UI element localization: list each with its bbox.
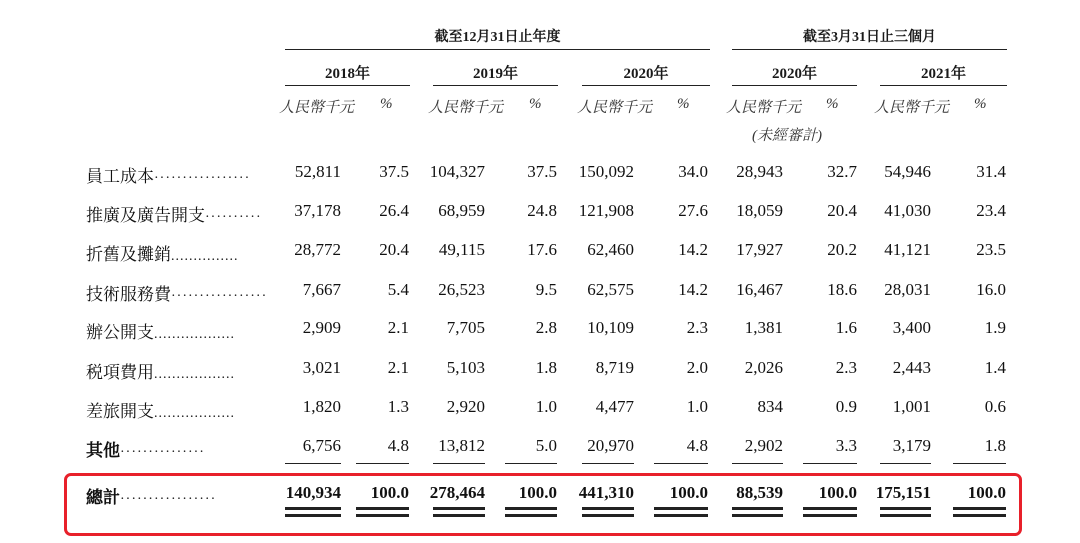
cell-value: 5,103: [446, 358, 485, 377]
cell-value: 2.0: [686, 358, 708, 377]
cell-value: 5.0: [535, 436, 557, 455]
cell-value: 24.8: [527, 201, 557, 220]
cell-value: 16,467: [736, 280, 783, 299]
cell-value: 6,756: [302, 436, 341, 455]
cell-value: 2.3: [835, 358, 857, 377]
cell-value: 20.4: [379, 240, 409, 259]
cell-value: 100.0: [818, 483, 857, 502]
unit-amount: 人民幣千元: [577, 100, 653, 116]
cell-value: 37.5: [527, 162, 557, 181]
unit-amount: 人民幣千元: [428, 100, 504, 116]
cell-value: 100.0: [669, 483, 708, 502]
total-highlight-box: [64, 473, 1022, 536]
row-label-text: 辦公開支: [86, 323, 154, 342]
year-header-2019: 2019年: [472, 66, 518, 82]
cell-value: 0.6: [984, 397, 1006, 416]
cell-value: 1,001: [892, 397, 931, 416]
cell-value: 28,031: [884, 280, 931, 299]
cell-value: 0.9: [835, 397, 857, 416]
row-label-text: 員工成本: [86, 167, 154, 186]
unit-amount: 人民幣千元: [726, 100, 802, 116]
cell-value: 2,920: [446, 397, 485, 416]
subtotal-rule: [953, 463, 1006, 464]
year-rule-2020-q1: [732, 85, 857, 86]
cell-value: 26.4: [379, 201, 409, 220]
cell-value: 1.9: [984, 318, 1006, 337]
unit-pct: %: [826, 96, 839, 112]
cell-value: 5.4: [387, 280, 409, 299]
cell-value: 20,970: [587, 436, 634, 455]
cell-value: 8,719: [595, 358, 634, 377]
cell-value: 68,959: [438, 201, 485, 220]
cell-value: 121,908: [578, 201, 634, 220]
unit-pct: %: [380, 96, 393, 112]
subtotal-rule: [356, 463, 409, 464]
cell-value: 23.5: [976, 240, 1006, 259]
cell-value: 7,705: [446, 318, 485, 337]
row-label: [86, 318, 235, 343]
cell-value: 28,943: [736, 162, 783, 181]
cell-value: 4.8: [387, 436, 409, 455]
row-label: [86, 397, 235, 422]
cell-value: 100.0: [518, 483, 557, 502]
cell-value: 14.2: [678, 240, 708, 259]
cell-value: 49,115: [438, 240, 485, 259]
total-label-text: 總計: [86, 488, 120, 507]
cell-value: 2.8: [535, 318, 557, 337]
cell-value: 52,811: [294, 162, 341, 181]
cell-value: 23.4: [976, 201, 1006, 220]
cell-value: 32.7: [827, 162, 857, 181]
cell-value: 62,460: [587, 240, 634, 259]
row-label: [86, 436, 205, 461]
cell-value: 100.0: [370, 483, 409, 502]
row-label: [86, 358, 235, 383]
cell-value: 28,772: [294, 240, 341, 259]
subtotal-rule: [582, 463, 634, 464]
cell-value: 441,310: [578, 483, 634, 502]
dot-leader: ··········: [205, 210, 262, 225]
cell-value: 2.3: [686, 318, 708, 337]
subtotal-rule: [433, 463, 485, 464]
subtotal-rule: [880, 463, 931, 464]
row-label-text: 差旅開支: [86, 402, 154, 421]
row-label-text: 推廣及廣告開支: [86, 206, 205, 225]
dot-leader: ..................: [154, 367, 235, 382]
cell-value: 62,575: [587, 280, 634, 299]
cell-value: 17,927: [736, 240, 783, 259]
unaudited-note: (未經審計): [752, 128, 822, 144]
cell-value: 3,021: [302, 358, 341, 377]
unit-pct: %: [974, 96, 987, 112]
unit-amount: 人民幣千元: [279, 100, 355, 116]
cell-value: 4,477: [595, 397, 634, 416]
cell-value: 1.8: [984, 436, 1006, 455]
year-header-2020: 2020年: [623, 66, 669, 82]
unit-amount: 人民幣千元: [874, 100, 950, 116]
dot-leader: ..................: [154, 406, 235, 421]
cell-value: 150,092: [578, 162, 634, 181]
group-rule-quarter: [732, 49, 1007, 50]
cell-value: 9.5: [535, 280, 557, 299]
dot-leader: ···············: [120, 445, 205, 460]
cell-value: 37.5: [379, 162, 409, 181]
unit-pct: %: [677, 96, 690, 112]
cell-value: 20.4: [827, 201, 857, 220]
cell-value: 1.6: [835, 318, 857, 337]
row-label-text: 其他: [86, 441, 120, 460]
group-rule-year: [285, 49, 710, 50]
cell-value: 7,667: [302, 280, 341, 299]
unit-pct: %: [529, 96, 542, 112]
cell-value: 2,026: [744, 358, 783, 377]
row-label-text: 技術服務費: [86, 285, 171, 304]
dot-leader: ·················: [154, 171, 251, 186]
cell-value: 2.1: [387, 358, 409, 377]
cell-value: 37,178: [294, 201, 341, 220]
cell-value: 100.0: [967, 483, 1006, 502]
cell-value: 18.6: [827, 280, 857, 299]
cell-value: 41,121: [884, 240, 931, 259]
cell-value: 278,464: [429, 483, 485, 502]
cell-value: 88,539: [736, 483, 783, 502]
subtotal-rule: [505, 463, 557, 464]
cell-value: 18,059: [736, 201, 783, 220]
dot-leader: ...............: [171, 249, 239, 264]
cell-value: 1.0: [686, 397, 708, 416]
subtotal-rule: [803, 463, 857, 464]
cell-value: 17.6: [527, 240, 557, 259]
cell-value: 4.8: [686, 436, 708, 455]
cell-value: 2.1: [387, 318, 409, 337]
cell-value: 1,820: [302, 397, 341, 416]
cell-value: 54,946: [884, 162, 931, 181]
cell-value: 1.0: [535, 397, 557, 416]
row-label: [86, 280, 267, 305]
year-rule-2019: [433, 85, 558, 86]
cell-value: 1.4: [984, 358, 1006, 377]
dot-leader: ·················: [120, 492, 217, 507]
dot-leader: ..................: [154, 327, 235, 342]
cell-value: 10,109: [587, 318, 634, 337]
year-rule-2020: [582, 85, 710, 86]
cell-value: 41,030: [884, 201, 931, 220]
cell-value: 2,443: [892, 358, 931, 377]
year-rule-2021-q1: [880, 85, 1007, 86]
group-header-year: 截至12月31日止年度: [434, 30, 561, 45]
cell-value: 3.3: [835, 436, 857, 455]
row-label-text: 折舊及攤銷: [86, 245, 171, 264]
cell-value: 3,400: [892, 318, 931, 337]
cell-value: 31.4: [976, 162, 1006, 181]
row-label: [86, 240, 239, 265]
cell-value: 175,151: [875, 483, 931, 502]
dot-leader: ·················: [171, 289, 268, 304]
year-header-2021-q1: 2021年: [920, 66, 966, 82]
year-header-2018: 2018年: [324, 66, 370, 82]
subtotal-rule: [654, 463, 708, 464]
row-label: [86, 162, 250, 187]
subtotal-rule: [285, 463, 341, 464]
cell-value: 2,909: [302, 318, 341, 337]
cell-value: 140,934: [285, 483, 341, 502]
cell-value: 20.2: [827, 240, 857, 259]
cell-value: 14.2: [678, 280, 708, 299]
cell-value: 1.3: [387, 397, 409, 416]
cell-value: 13,812: [438, 436, 485, 455]
cell-value: 834: [757, 397, 783, 416]
cell-value: 34.0: [678, 162, 708, 181]
cell-value: 104,327: [429, 162, 485, 181]
cell-value: 16.0: [976, 280, 1006, 299]
cell-value: 1,381: [744, 318, 783, 337]
cell-value: 2,902: [744, 436, 783, 455]
group-header-quarter: 截至3月31日止三個月: [803, 30, 936, 45]
cell-value: 27.6: [678, 201, 708, 220]
subtotal-rule: [732, 463, 783, 464]
year-rule-2018: [285, 85, 410, 86]
row-label: [86, 201, 262, 226]
year-header-2020-q1: 2020年: [771, 66, 817, 82]
cell-value: 1.8: [535, 358, 557, 377]
cell-value: 3,179: [892, 436, 931, 455]
cell-value: 26,523: [438, 280, 485, 299]
row-label-text: 税項費用: [86, 363, 154, 382]
